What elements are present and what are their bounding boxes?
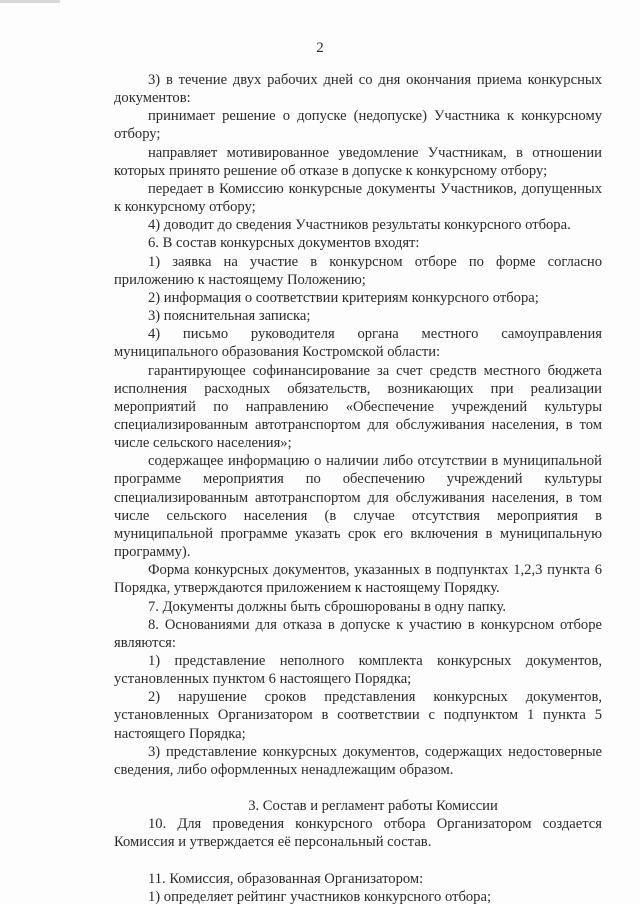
paragraph: Форма конкурсных документов, указанных в подпунктах 1,2,3 пункта 6 Порядка, утверждаются приложением к настоящему Порядку. bbox=[114, 562, 602, 597]
paragraph: 2) нарушение сроков представления конкурсных документов, установленных Организатором в соответствии с подпунктом 1 пункта 5 настоящего Порядка; bbox=[114, 689, 602, 742]
paragraph: 2) информация о соответствии критериям конкурсного отбора; bbox=[148, 289, 539, 306]
spacer bbox=[114, 779, 602, 797]
paragraph: 11. Комиссия, образованная Организатором: bbox=[148, 870, 424, 887]
paragraph: 4) доводит до сведения Участников результаты конкурсного отбора. bbox=[148, 217, 571, 234]
page-number: 2 bbox=[316, 40, 324, 56]
paragraph: передает в Комиссию конкурсные документы Участников, допущенных к конкурсному отбору; bbox=[114, 180, 602, 216]
spacer bbox=[114, 852, 602, 870]
scan-edge-mark bbox=[0, 0, 60, 3]
document-body bbox=[114, 71, 602, 906]
paragraph: 10. Для проведения конкурсного отбора Организатором создается Комиссия и утверждается её персональный состав. bbox=[114, 816, 602, 851]
paragraph: содержащее информацию о наличии либо отсутствии в муниципальной программе мероприятия по обеспечению учреждений культуры специализированным автотранспортом для обслуживания населения, в том числе сельского населения (в случае отсутствия мероприятия в муниципальной программе указать срок его включения в муниципальную программу). bbox=[114, 453, 602, 561]
paragraph: направляет мотивированное уведомление Участникам, в отношении которых принято решение об отказе в допуске к конкурсному отбору; bbox=[114, 144, 602, 179]
paragraph: 8. Основаниями для отказа в допуске к участию в конкурсном отборе являются: bbox=[114, 616, 602, 651]
paragraph: 3) представление конкурсных документов, содержащих недостоверные сведения, либо оформленных ненадлежащим образом. bbox=[114, 743, 602, 778]
paragraph: 1) определяет рейтинг участников конкурсного отбора; bbox=[148, 888, 492, 905]
paragraph: принимает решение о допуске (недопуске) Участника к конкурсному отбору; bbox=[114, 108, 602, 143]
paragraph: 7. Документы должны быть сброшюрованы в одну папку. bbox=[148, 598, 506, 615]
paragraph: 3) пояснительная записка; bbox=[148, 308, 311, 325]
paragraph: 6. В состав конкурсных документов входят: bbox=[148, 235, 420, 252]
paragraph: гарантирующее софинансирование за счет средств местного бюджета исполнения расходных обязательств, возникающих при реализации мероприятий по направлению «Обеспечение учреждений культуры специализированным автотранспортом для обслуживания населения, в том числе сельского населения»; bbox=[114, 362, 602, 452]
paragraph: 1) представление неполного комплекта конкурсных документов, установленных пунктом 6 настоящего Порядка; bbox=[114, 653, 602, 688]
paragraph: 4) письмо руководителя органа местного самоуправления муниципального образования Костромской области: bbox=[114, 326, 602, 361]
section-heading: 3. Состав и регламент работы Комиссии bbox=[248, 798, 498, 815]
paragraph: 1) заявка на участие в конкурсном отборе по форме согласно приложению к настоящему Положению; bbox=[114, 253, 602, 288]
paragraph: 3) в течение двух рабочих дней со дня окончания приема конкурсных документов: bbox=[114, 72, 602, 107]
